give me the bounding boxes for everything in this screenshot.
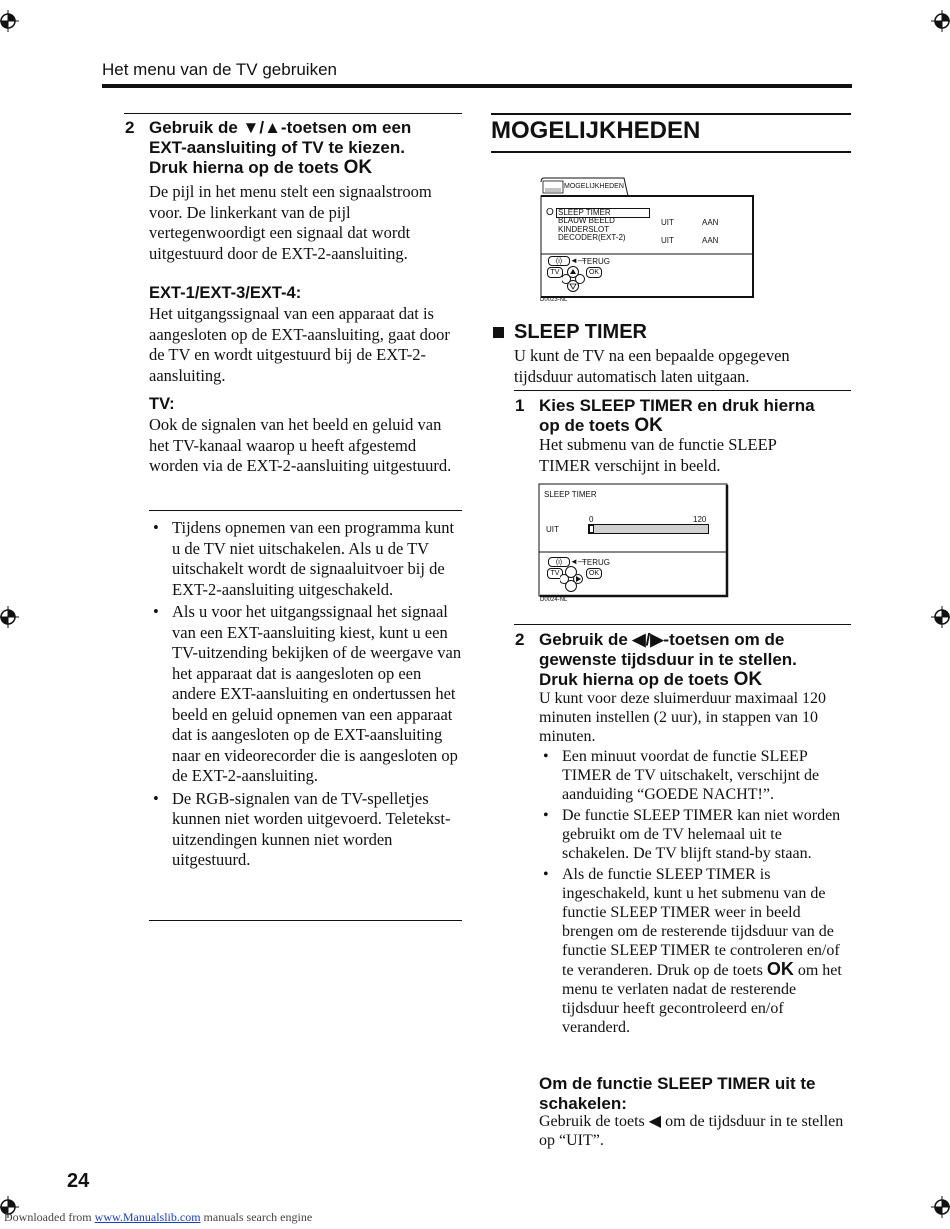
note-item: • De RGB-signalen van de TV-spelletjes kunnen niet worden uitgevoerd. Teletekst-uitzendingen kunnen niet worden uitgestuurd. [149,789,463,871]
menu-item: SLEEP TIMER [558,208,611,217]
slider-min-label: 0 [589,515,594,524]
menu-value-on: AAN [702,236,719,245]
download-footer [4,1210,312,1225]
ok-key-label: OK [634,415,663,436]
right-step2-bullets [539,747,851,1039]
left-step-title [149,118,469,178]
download-suffix: manuals search engine [203,1210,313,1224]
bullet-item: • Een minuut voordat de functie SLEEP TIMER de TV uitschakelt, verschijnt de aanduiding “GOEDE NACHT!”. [539,747,851,804]
download-prefix: Downloaded from [4,1210,92,1224]
crop-mark-top-left [0,10,19,32]
right-step2-body: U kunt voor deze sluimerduur maximaal 120 minuten instellen (2 uur), in stappen van 10 minuten. [539,690,827,745]
right-step2-title-b: -toetsen om de [663,630,785,649]
header-rule [102,84,852,88]
sleep-timer-slider [588,524,709,534]
switch-off-heading: Om de functie SLEEP TIMER uit te schakelen: [539,1074,816,1113]
sleep-timer-menu-illustration [538,483,730,607]
left-step-title-a: Gebruik de [149,118,238,137]
square-bullet-icon [493,327,504,338]
right-step2-title-c: gewenste tijdsduur in te stellen. [539,650,797,669]
right-step2-title-a: Gebruik de [539,630,628,649]
menu-value-off: UIT [661,236,674,245]
ok-key-label: OK [733,669,763,690]
left-step-body: De pijl in het menu stelt een signaalstroom voor. De linkerkant van de pijl vertegenwoordigt een signaal dat wordt uitgestuurd door de EXT-2-aansluiting. [149,182,432,263]
right-step1-rule [514,390,851,391]
section-title: MOGELIJKHEDEN [491,117,701,144]
bullet-text-a: Als de functie SLEEP TIMER is ingeschakeld, kunt u het submenu van de functie SLEEP TIMER weer in beeld brengen om de resterende tijdsduur van de functie SLEEP TIMER te controleren en/of te veranderen. Druk op de toets [562,866,840,979]
left-step-title-d: Druk hierna op de toets [149,158,339,177]
left-notes-list [149,518,463,873]
switch-off-body-b: om de tijdsduur in te stellen op “UIT”. [539,1113,844,1149]
left-notes-top-rule [149,510,462,511]
menu-image-code: D0024-NL [540,597,568,603]
left-notes-bottom-rule [149,920,462,921]
ok-button-label: OK [586,568,602,579]
menu-item: KINDERSLOT [558,225,610,234]
tv-button-label: TV [547,568,563,579]
left-top-rule [124,113,462,114]
menu-value-on: AAN [702,218,719,227]
sleep-menu-label: UIT [546,525,559,534]
sleep-timer-intro: U kunt de TV na een bepaalde opgegeven tijdsduur automatisch laten uitgaan. [514,346,790,386]
right-step1-title [539,396,851,436]
left-right-arrows-icon: ◀/▶ [632,630,664,649]
ext-body: Het uitgangssignaal van een apparaat dat is aangesloten op de EXT-aansluiting, gaat door de TV en wordt uitgestuurd bij de EXT-2-aansluiting. [149,304,450,385]
page-number: 24 [67,1170,90,1192]
down-up-arrows-icon: ▼/▲ [242,118,281,137]
slider-thumb [589,525,594,533]
menu-value-off: UIT [661,218,674,227]
page-header: Het menu van de TV gebruiken [102,60,337,79]
right-step1-title-a: Kies SLEEP TIMER en druk hierna [539,396,815,415]
crop-mark-top-right [931,10,950,32]
slider-max-label: 120 [693,515,707,524]
menu-item: BLAUW BEELD [558,216,615,225]
ok-key-label: OK [766,959,794,979]
tv-button-label: TV [547,267,563,278]
back-arrow-icon: ◄— [570,256,586,265]
switch-off-body [539,1112,851,1150]
crop-mark-mid-left [0,606,19,628]
note-item: • Als u voor het uitgangssignaal het signaal van een EXT-aansluiting kiest, kunt u een TV-uitzending bekijken of de weergave van het apparaat dat is aangesloten op een andere EXT-aansluiting en ondertussen het beeld en geluid opnemen van een apparaat dat is aangesloten op de EXT-aansluiting naar en videorecorder die is aangesloten op de EXT-2-aansluiting. [149,602,463,787]
bullet-text-b: om het menu te verlaten nadat de resterende tijdsduur heeft gecontroleerd en/of veranderd. [562,962,842,1036]
tv-body: Ook de signalen van het beeld en geluid van het TV-kanaal waarop u heeft afgestemd worden via de EXT-2-aansluiting uitgestuurd. [149,415,452,475]
bullet-item [539,865,851,1037]
crop-mark-mid-right [931,606,950,628]
left-step-title-b: -toetsen om een [280,118,412,137]
right-step2-title-d: Druk hierna op de toets [539,670,729,689]
right-title-top-rule [491,113,851,115]
back-label: TERUG [582,257,610,266]
menu-cursor-icon: O [546,207,554,218]
ext-heading: EXT-1/EXT-3/EXT-4: [149,284,302,302]
right-step1-number: 1 [515,396,525,415]
right-step2-rule [514,624,851,625]
ok-button-label: OK [586,267,602,278]
right-step1-body: Het submenu van de functie SLEEP TIMER verschijnt in beeld. [539,435,777,475]
right-step2-title [539,630,851,690]
sleep-menu-title: SLEEP TIMER [544,490,597,499]
left-arrow-icon: ◀ [648,1113,662,1130]
menu-item: DECODER(EXT-2) [558,233,626,242]
back-label: TERUG [582,558,610,567]
left-step-title-c: EXT-aansluiting of TV te kiezen. [149,138,405,157]
menu-image-code: D0023-NL [540,297,568,303]
menu-tab-label: MOGELIJKHEDEN [564,183,624,190]
options-menu-illustration [540,174,755,303]
right-title-bottom-rule [491,151,851,153]
manualslib-link[interactable]: www.Manualslib.com [94,1210,201,1224]
back-button-icon: (i) [548,256,570,266]
crop-mark-bottom-right [931,1196,950,1218]
back-arrow-icon: ◄— [570,557,586,566]
back-button-icon: (i) [548,557,570,567]
left-step-number: 2 [125,118,135,137]
ok-key-label: OK [343,157,373,178]
switch-off-body-a: Gebruik de toets [539,1113,645,1130]
right-step2-number: 2 [515,630,525,649]
note-item: • Tijdens opnemen van een programma kunt u de TV niet uitschakelen. Als u de TV uitschakelt wordt de signaaluitvoer bij de EXT-2-aansluiting uitgeschakeld. [149,518,463,600]
sleep-timer-heading: SLEEP TIMER [514,321,647,343]
tv-heading: TV: [149,395,175,413]
right-step1-title-b: op de toets [539,416,630,435]
bullet-item: • De functie SLEEP TIMER kan niet worden gebruikt om de TV helemaal uit te schakelen. De TV blijft stand-by staan. [539,806,851,863]
